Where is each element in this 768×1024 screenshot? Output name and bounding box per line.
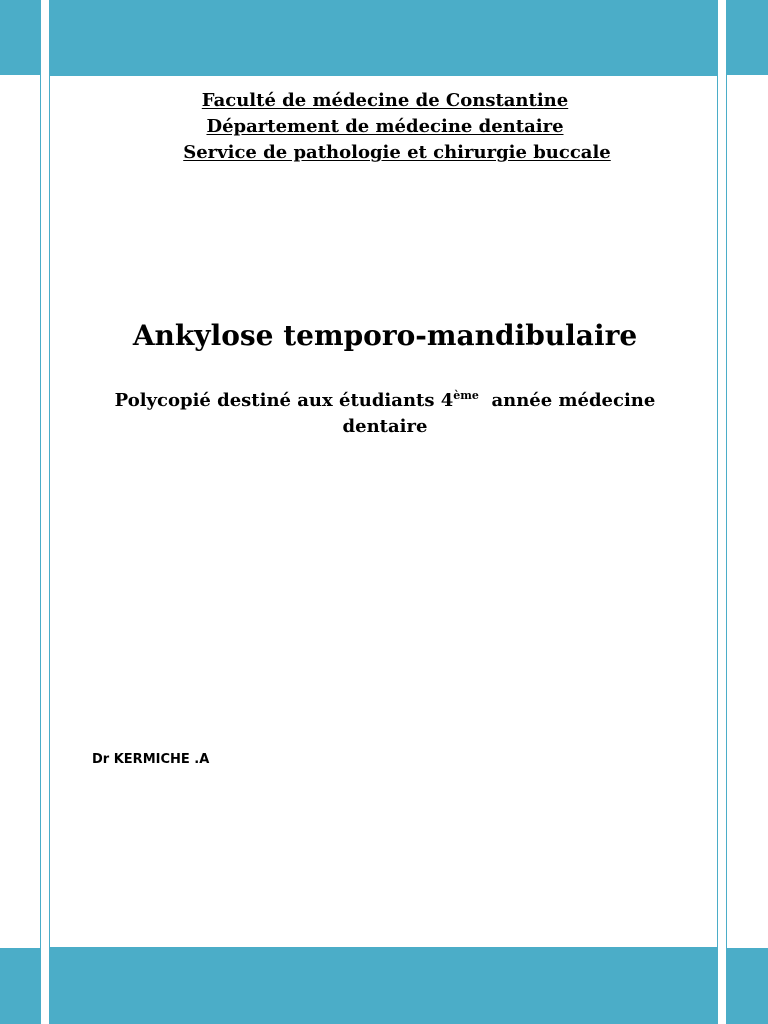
subtitle-line-2: dentaire (342, 416, 428, 437)
bottom-banner (50, 947, 717, 1024)
document-subtitle (60, 388, 710, 440)
right-frame-line-inner (717, 0, 718, 1024)
left-frame-line-inner (49, 0, 50, 1024)
document-title: Ankylose temporo-mandibulaire (132, 319, 638, 352)
service-line: Service de pathologie et chirurgie buccale (183, 142, 611, 163)
top-banner (50, 0, 717, 76)
left-frame-line-outer (40, 0, 41, 1024)
subtitle-line-1 (60, 388, 710, 414)
top-right-corner-block (726, 0, 768, 75)
bottom-left-corner-block (0, 948, 40, 1024)
subtitle-part-1: Polycopié destiné aux étudiants 4 (114, 390, 454, 411)
right-frame-line-outer (726, 0, 727, 1024)
top-left-corner-block (0, 0, 40, 75)
subtitle-superscript: ème (453, 389, 479, 402)
department-line: Département de médecine dentaire (206, 116, 564, 137)
faculty-line: Faculté de médecine de Constantine (201, 90, 569, 111)
author-name: Dr KERMICHE .A (92, 752, 210, 767)
institution-header (60, 88, 710, 166)
subtitle-part-2: année médecine (478, 390, 656, 411)
bottom-right-corner-block (726, 948, 768, 1024)
